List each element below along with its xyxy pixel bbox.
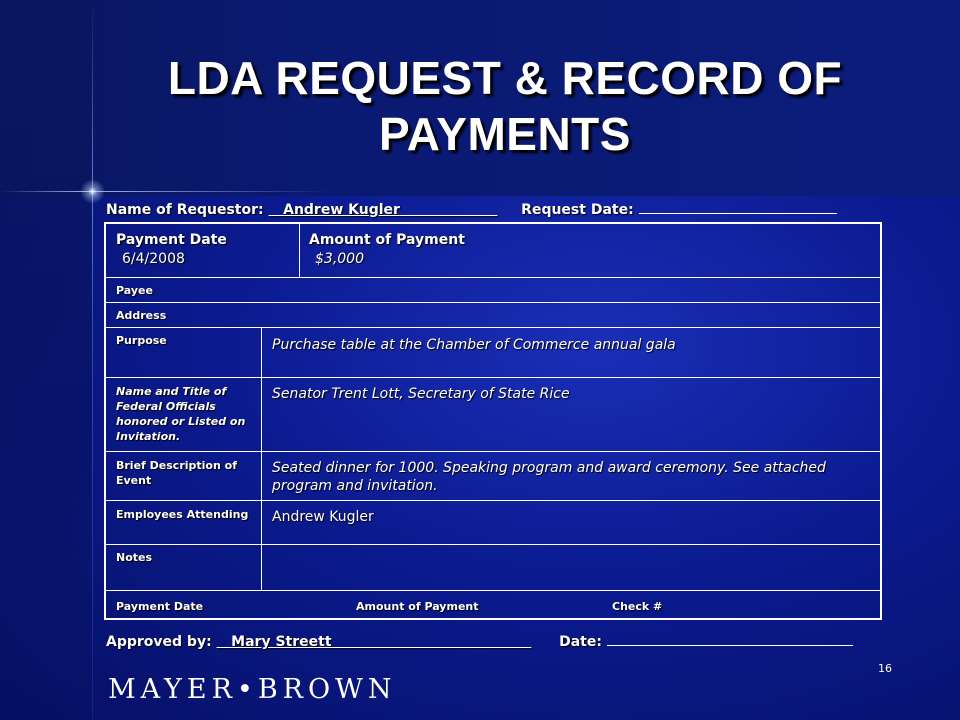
requestor-value: Andrew Kugler bbox=[283, 202, 400, 218]
footer-payment-date-label: Payment Date bbox=[116, 600, 204, 613]
purpose-value[interactable]: Purchase table at the Chamber of Commerce annual gala bbox=[272, 337, 676, 353]
amount-value[interactable]: $3,000 bbox=[315, 251, 364, 267]
payment-row bbox=[106, 224, 880, 278]
event-label: Brief Description of Event bbox=[116, 459, 237, 487]
payee-row[interactable] bbox=[106, 278, 880, 303]
notes-label: Notes bbox=[116, 551, 153, 564]
left-band bbox=[0, 0, 92, 720]
footer-check-label: Check # bbox=[612, 600, 663, 613]
employees-label: Employees Attending bbox=[116, 508, 249, 521]
request-date-value[interactable] bbox=[639, 199, 837, 214]
payment-footer-row bbox=[106, 591, 880, 620]
event-row bbox=[106, 452, 880, 501]
payment-form bbox=[104, 222, 882, 620]
officials-label: Name and Title of Federal Officials honored or Listed on Invitation. bbox=[116, 385, 246, 443]
employees-value[interactable]: Andrew Kugler bbox=[272, 509, 374, 525]
mayer-brown-logo: MAYER•BROWN bbox=[108, 674, 397, 705]
notes-field[interactable] bbox=[262, 545, 880, 590]
approval-date-label: Date: bbox=[559, 634, 602, 650]
amount-label: Amount of Payment bbox=[309, 232, 465, 248]
purpose-row bbox=[106, 328, 880, 378]
payee-label: Payee bbox=[116, 284, 153, 297]
notes-row bbox=[106, 545, 880, 591]
officials-value[interactable]: Senator Trent Lott, Secretary of State Rice bbox=[272, 386, 570, 402]
address-label: Address bbox=[116, 309, 167, 322]
page-number: 16 bbox=[878, 662, 892, 675]
requestor-label: Name of Requestor: bbox=[106, 202, 264, 218]
approved-by-label: Approved by: bbox=[106, 634, 212, 650]
approval-date-value[interactable] bbox=[607, 631, 853, 646]
footer-amount-label: Amount of Payment bbox=[356, 600, 479, 613]
payment-date-label: Payment Date bbox=[116, 232, 227, 248]
approved-by-value: Mary Streett bbox=[231, 634, 332, 650]
slide-title: LDA REQUEST & RECORD OF PAYMENTS bbox=[167, 52, 843, 160]
payment-date-value[interactable]: 6/4/2008 bbox=[122, 251, 185, 267]
decorative-horizontal-line bbox=[0, 191, 330, 192]
requestor-line bbox=[106, 199, 837, 218]
request-date-label: Request Date: bbox=[521, 202, 634, 218]
approval-line bbox=[106, 631, 853, 650]
sparkle-icon bbox=[80, 179, 105, 204]
address-row[interactable] bbox=[106, 303, 880, 328]
decorative-vertical-line bbox=[92, 0, 93, 720]
employees-row bbox=[106, 501, 880, 545]
amount-cell bbox=[309, 224, 709, 277]
purpose-label: Purpose bbox=[116, 334, 167, 347]
officials-row bbox=[106, 378, 880, 452]
event-value[interactable]: Seated dinner for 1000. Speaking program and award ceremony. See attached program and invitation. bbox=[272, 460, 826, 494]
payment-date-cell bbox=[116, 224, 296, 277]
